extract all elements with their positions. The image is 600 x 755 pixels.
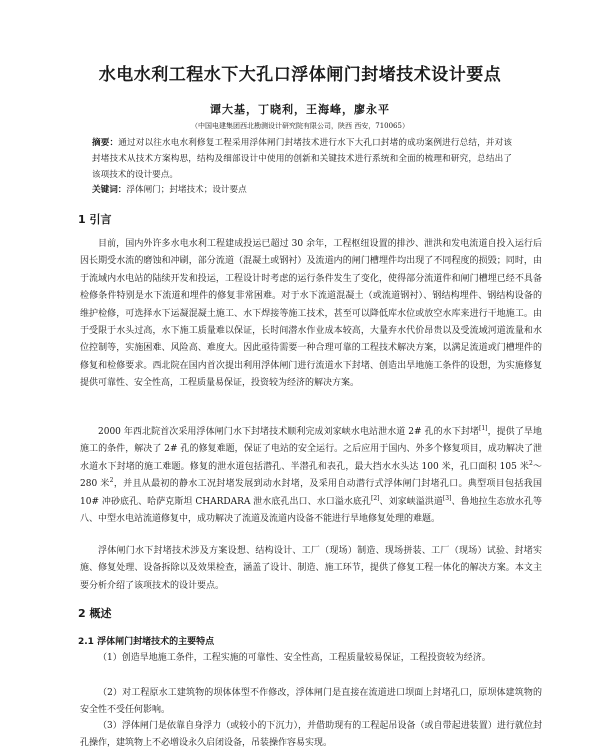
citation-3: [3] [442,494,452,502]
intro-p2-text-d: ，并且从最初的静水工况封堵发展到动水封堵，及采用自动潜行式浮体闸门封堵孔口。典型项目包括我国 10# 冲砂底孔、哈萨克斯坦 CHARDARA 泄水底孔出口、水口溢水底孔 [80,479,542,507]
subsection-heading-features: 2.1 浮体闸门封堵技术的主要特点 [78,637,215,647]
author-list: 谭大基，丁晓利，王海峰，廖永平 [210,103,390,116]
superscript-2b: 2 [109,477,114,485]
keywords-block [92,183,512,195]
citation-1: [1] [479,425,488,432]
intro-p2-text-f: 、鲁地拉生态放水孔等八、中型水电站流道修复中，成功解决了流道及流道内设备不能进行旱地修复处理的难题。 [80,496,542,525]
feature-item-2: （2）对工程原水工建筑物的坝体体型不作修改，浮体闸门是直接在流道进口坝面上封堵孔口，原坝体建筑物的安全性不受任何影响。 [80,688,542,716]
intro-paragraph-1: 目前，国内外许多水电水利工程建成投运已超过 30 余年，工程枢纽设置的排沙、泄洪和发电流道自投入运行后因长期受水流的磨蚀和冲刷，部分流道（混凝土或钢衬）及流道内的闸门槽埋件均出现了不同程度的损毁；同时，由于流域内水电站的陆续开发和投运，工程设计时考虑的运行条件发生了变化，使得部分流道件和闸门槽埋已经不具备检修条件特别是水下流道和埋件的修复非常困难。对于水下流道混凝土（或流道钢衬）、钢结构埋件、钢结构设备的维护检修，可选择水下运凝混凝土施工、水下焊接等施工技术，甚至可以降低库水位或放空水库来进行干地施工。由于受限于水头过高，水下施工质量难以保证，长时间潜水作业成本较高，大量弃水代价昂贵以及受流域河道流量和水位控制等，实施困难、风险高、难度大。因此亟待需要一种合理可靠的工程技术解决方案，以满足流道或门槽埋件的修复和检修要求。西北院在国内首次提出利用浮体闸门进行流道水下封堵、创造出旱地施工条件的设想，为实施修复提供可靠性、安全性高，工程质量易保证，投资较为经济的解决方案。 [80,239,542,389]
abstract-block [92,135,512,183]
abstract-label: 摘要： [92,138,119,148]
intro-p2-text-b: ，提供了旱地施工的条件，解决了 2# 孔的修复难题，保证了电站的安全运行。之后应用于国内、外多个修复项目，成功解决了泄水道水下封堵的施工难题。修复的泄水道包括潜孔、半潜孔和表孔，最大挡水水头达 100 米，孔口面积 105 米 [80,427,542,472]
section-heading-introduction: 1 引言 [78,213,112,226]
intro-p2-text-c: ～280 米 [80,461,542,490]
keywords-text: 浮体闸门；封堵技术；设计要点 [126,185,247,195]
intro-paragraph-2 [80,424,542,528]
abstract-text: 通过对以往水电水利修复工程采用浮体闸门封堵技术进行水下大孔口封堵的成功案例进行总结，并对该封堵技术从技术方案构思，结构及细部设计中使用的创新和关键技术进行系统和全面的梳理和研究，总结出了该项技术的设计要点。 [92,138,512,180]
keywords-label: 关键词： [92,185,127,195]
section-heading-overview: 2 概述 [78,607,112,620]
paper-title: 水电水利工程水下大孔口浮体闸门封堵技术设计要点 [98,65,502,85]
citation-2: [2] [370,494,380,502]
intro-p2-text-e: 、刘家峡溢洪道 [379,496,443,507]
superscript-2: 2 [529,459,533,467]
intro-paragraph-3: 浮体闸门水下封堵技术涉及方案设想、结构设计、工厂（现场）制造、现场拼装、工厂（现场）试验、封堵实施、修复处理、设备拆除以及效果检查，涵盖了设计、制造、施工环节，提供了修复工程一体化的解决方案。本文主要分析介绍了该项技术的设计要点。 [80,546,542,591]
feature-item-1: （1）创造旱地施工条件，工程实施的可靠性、安全性高，工程质量较易保证，工程投资较为经济。 [98,653,491,663]
affiliation: （中国电建集团西北勘测设计研究院有限公司，陕西 西安，710065） [191,122,409,130]
feature-item-3: （3）浮体闸门是依靠自身浮力（或较小的下沉力），并借助现有的工程起吊设备（或自带起进装置）进行就位封孔操作，建筑物上不必增设永久启闭设备，吊装操作容易实现。 [80,721,542,749]
intro-p2-text-a: 2000 年西北院首次采用浮体闸门水下封堵技术顺利完成刘家峡水电站泄水道 2# 孔的水下封堵 [98,427,479,437]
